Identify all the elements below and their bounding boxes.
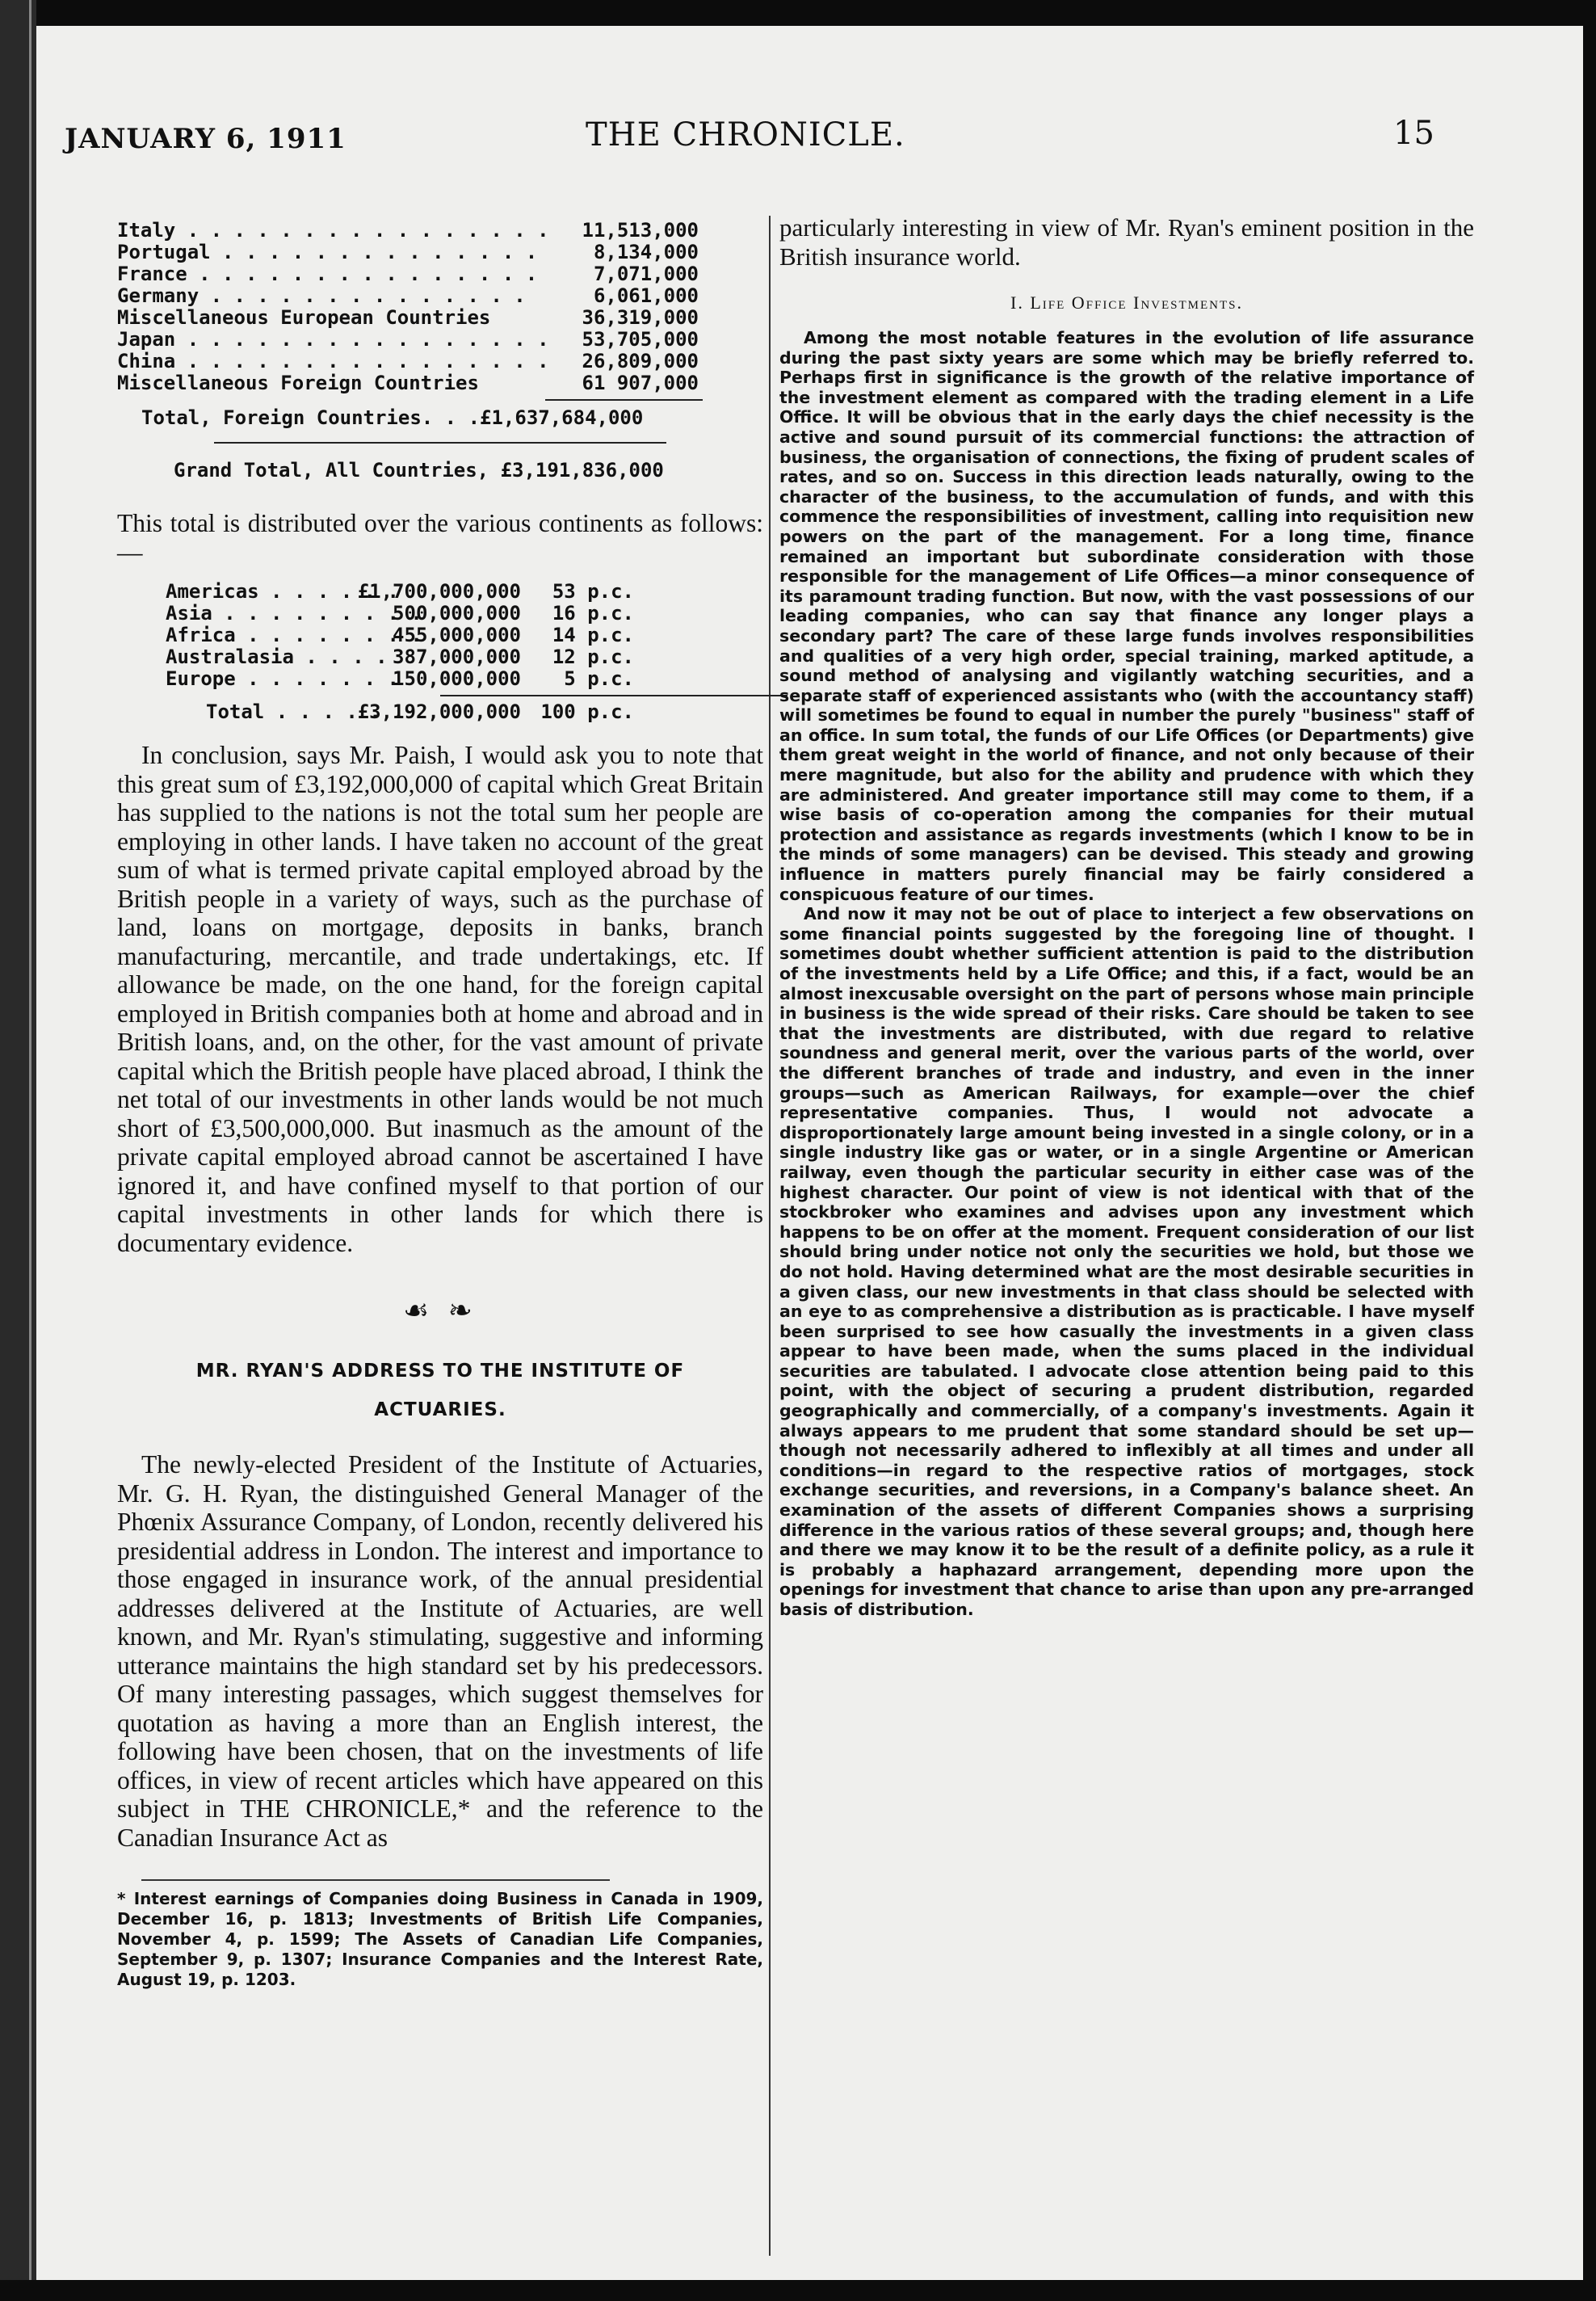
body-paragraph: Among the most notable features in the evolution of life assurance during the past sixty years are some which may be briefly referred to. Perhaps first in significance is the growth of the relative importance of the investment element as compared with the trading element in a Life Office. It will be obvious that in the early days the chief necessity is the active and sound pursuit of its commercial functions: the attraction of business, the organisation of connections, the fixing of prudent scales of rates, and so on. Success in this direction leads naturally, owing to the character of the business, to the accumulation of funds, and with this commence the responsibilities of investment, calling into requisition new powers on the part of the management. For a long time, finance remained an important but subordinate consideration with those responsible for the management of Life Offices—a minor consequence of its paramount trading function. But now, with the vast possessions of our leading companies, who can say that finance any longer plays a secondary part? The care of these large funds involves responsibilities and qualities of a very high order, special training, marked aptitude, a sound method of analysing and vigilantly watching securities, and a separate staff of experienced assistants who (with the accountancy staff) will sometimes be found to equal in number the purely "business" staff of an office. In sum total, the funds of our Life Offices (or Departments) give them great weight in the world of finance, and not only because of their mere magnitude, but also for the ability and prudence with which they are administered. And greater importance still may come to them, if a wise basis of co-operation among the companies for their mutual protection and assistance as regards investments (which I know to be in the minds of some managers) can be devised. This steady and growing influence in matters purely financial may be fairly considered a conspicuous feature of our times. bbox=[779, 328, 1474, 904]
section-heading: I. Life Office Investments. bbox=[1010, 292, 1243, 313]
continent-name: Americas . . . . . . bbox=[166, 580, 399, 603]
table-rule bbox=[214, 442, 666, 444]
table-row bbox=[166, 646, 763, 668]
continents-total bbox=[166, 701, 763, 723]
foreign-countries-table bbox=[117, 220, 763, 482]
table-row bbox=[117, 372, 763, 394]
continents-table bbox=[166, 581, 763, 723]
continent-percent: 14 p.c. bbox=[552, 624, 634, 646]
ornament-divider: ☙ ❧ bbox=[403, 1294, 477, 1327]
foreign-total: Total, Foreign Countries. . .£1,637,684,000 bbox=[141, 406, 644, 429]
scan-left-margin bbox=[0, 0, 36, 2301]
table-row bbox=[117, 220, 763, 242]
continent-percent: 16 p.c. bbox=[552, 602, 634, 625]
table-row bbox=[166, 603, 763, 625]
continent-value: 387,000,000 bbox=[393, 646, 521, 668]
continent-value: £1,700,000,000 bbox=[357, 580, 521, 603]
total-label: Total . . . . . . bbox=[206, 700, 405, 723]
continent-value: 455,000,000 bbox=[393, 624, 521, 646]
table-row bbox=[117, 242, 763, 263]
table-row bbox=[117, 263, 763, 285]
country-value: 6,061,000 bbox=[593, 284, 699, 307]
country-value: 11,513,000 bbox=[582, 219, 699, 242]
body-paragraph: And now it may not be out of place to interject a few observations on some financial points suggested by the foregoing line of thought. I sometimes doubt whether sufficient attention is paid to the distribution of the investments held by a Life Office; and this, if a fact, would be an almost inexcusable oversight on the part of persons whose main principle in business is the wide spread of their risks. Care should be taken to see that the investments are distributed, with due regard to relative soundness and general merit, over the various parts of the world, over the different branches of trade and industry, and even in the inner groups—such as American Railways, for example—over the chief representative companies. Thus, I would not advocate a disproportionately large amount being invested in a single colony, or in a single industry like gas or water, or in a single Argentine or American railway, even though the particular security in either case was of the highest character. Our point of view is not identical with that of the stockbroker who examines and advises upon any investment which happens to be on offer at the moment. Frequent consideration of our list should bring under notice not only the securities we hold, but those we do not hold. Having determined what are the most desirable securities in a given class, our new investments in that class should be selected with an eye to as comprehensive a distribution as is practicable. I have myself been surprised to see how casually the investments in a given class appear to have been made, when the sums placed in the individual securities are tabulated. I advocate close attention being paid to this point, with the object of securing a prudent distribution, regarded geographically and commercially, of a company's investments. Again it always appears to me prudent that some standard should be set up—though not necessarily adhered to inflexibly at all times and under all conditions—in regard to the respective ratios of mortgages, stock exchange securities, and reversions, in a Company's balance sheet. An examination of the assets of different Companies shows a surprising difference in the various ratios of these several groups; and, though here and there we may know it to be the result of a definite policy, as a rule it is probably a haphazard arrangement, depending more upon the openings for investment that chance to arise than upon any pre-arranged basis of distribution. bbox=[779, 904, 1474, 1619]
table-row bbox=[117, 285, 763, 307]
country-name: Germany . . . . . . . . . . . . . . bbox=[117, 284, 526, 307]
left-column bbox=[117, 220, 763, 1990]
country-name: Italy . . . . . . . . . . . . . . . . bbox=[117, 219, 549, 242]
continent-percent: 5 p.c. bbox=[564, 667, 634, 690]
country-value: 53,705,000 bbox=[582, 328, 699, 351]
table-row bbox=[166, 625, 763, 646]
headline-line: ACTUARIES. bbox=[374, 1399, 506, 1420]
table-row bbox=[166, 581, 763, 603]
continent-value: 500,000,000 bbox=[393, 602, 521, 625]
country-value: 26,809,000 bbox=[582, 350, 699, 372]
issue-date: JANUARY 6, 1911 bbox=[65, 123, 346, 155]
continent-value: 150,000,000 bbox=[393, 667, 521, 690]
continent-percent: 53 p.c. bbox=[552, 580, 634, 603]
continent-name: Europe . . . . . . . bbox=[166, 667, 399, 690]
conclusion-paragraph: In conclusion, says Mr. Paish, I would ask you to note that this great sum of £3,192,000,000 of capital which Great Britain has supplied to the nations is not the total sum her people are employing in other lands. I have taken no account of the great sum of what is termed private capital employed abroad by the British people in a variety of ways, such as the purchase of land, loans on mortgage, deposits in banks, branch manufacturing, mercantile, and trade undertakings, etc. If allowance be made, on the one hand, for the foreign capital employed in British companies both at home and abroad and in British loans, and, on the other, for the vast amount of private capital which the British people have placed abroad, I think the net total of our investments in other lands would be not much short of £3,500,000,000. But inasmuch as the amount of the private capital employed abroad cannot be ascertained I have ignored it, and have confined myself to that portion of our capital investments in other lands for which there is documentary evidence. bbox=[117, 741, 763, 1257]
country-value: 7,071,000 bbox=[593, 263, 699, 285]
continent-percent: 12 p.c. bbox=[552, 646, 634, 668]
headline-line: MR. RYAN'S ADDRESS TO THE INSTITUTE OF bbox=[195, 1361, 685, 1382]
country-value: 36,319,000 bbox=[582, 306, 699, 329]
page-number: 15 bbox=[1393, 115, 1434, 152]
total-value: £3,192,000,000 bbox=[357, 700, 521, 723]
right-column bbox=[779, 213, 1474, 1620]
table-row bbox=[117, 351, 763, 372]
article-intro-paragraph: The newly-elected President of the Institute of Actuaries, Mr. G. H. Ryan, the distinguished General Manager of the Phœnix Assurance Company, of London, recently delivered his presidential address in London. The interest and importance to those engaged in insurance work, of the annual presidential addresses delivered at the Institute of Actuaries, are well known, and Mr. Ryan's stimulating, suggestive and informing utterance maintains the high standard set by his predecessors. Of many interesting passages, which suggest themselves for quotation as having a more than an English interest, the following have been chosen, that on the investments of life offices, in view of recent articles which have appeared on this subject in THE CHRONICLE,* and the reference to the Canadian Insurance Act as bbox=[117, 1450, 763, 1852]
continents-intro: This total is distributed over the various continents as follows:— bbox=[117, 509, 763, 566]
country-name: France . . . . . . . . . . . . . . . bbox=[117, 263, 538, 285]
country-name: Japan . . . . . . . . . . . . . . . . bbox=[117, 328, 549, 351]
article-headline bbox=[117, 1352, 763, 1429]
footnote-rule bbox=[141, 1879, 610, 1881]
table-row bbox=[117, 307, 763, 329]
table-row bbox=[117, 329, 763, 351]
country-value: 61 907,000 bbox=[582, 372, 699, 394]
country-name: Miscellaneous European Countries bbox=[117, 306, 491, 329]
continent-name: Africa . . . . . . . . bbox=[166, 624, 422, 646]
grand-total: Grand Total, All Countries, £3,191,836,000 bbox=[174, 459, 664, 482]
table-rule bbox=[545, 399, 703, 401]
newspaper-page bbox=[36, 26, 1583, 2280]
continent-name: Australasia . . . . bbox=[166, 646, 388, 668]
article-intro-continued: particularly interesting in view of Mr. Ryan's eminent position in the British insurance world. bbox=[779, 213, 1474, 271]
scan-bottom-margin bbox=[0, 2280, 1596, 2301]
country-name: Portugal . . . . . . . . . . . . . . bbox=[117, 241, 538, 263]
country-value: 8,134,000 bbox=[593, 241, 699, 263]
publication-title: THE CHRONICLE. bbox=[586, 116, 905, 154]
table-row bbox=[166, 668, 763, 690]
total-percent: 100 p.c. bbox=[540, 700, 634, 723]
country-name: China . . . . . . . . . . . . . . . . bbox=[117, 350, 549, 372]
continent-name: Asia . . . . . . . . . bbox=[166, 602, 422, 625]
footnote: * Interest earnings of Companies doing Business in Canada in 1909, December 16, p. 1813; Investments of British Life Companies, November 4, p. 1599; The Assets of Canadian Life Companies, September 9, p. 1307; Insurance Companies and the Interest Rate, August 19, p. 1203. bbox=[117, 1889, 763, 1989]
table-rule bbox=[440, 695, 788, 696]
scan-binding-edge bbox=[29, 0, 32, 2301]
column-divider bbox=[769, 216, 771, 2256]
country-name: Miscellaneous Foreign Countries bbox=[117, 372, 479, 394]
